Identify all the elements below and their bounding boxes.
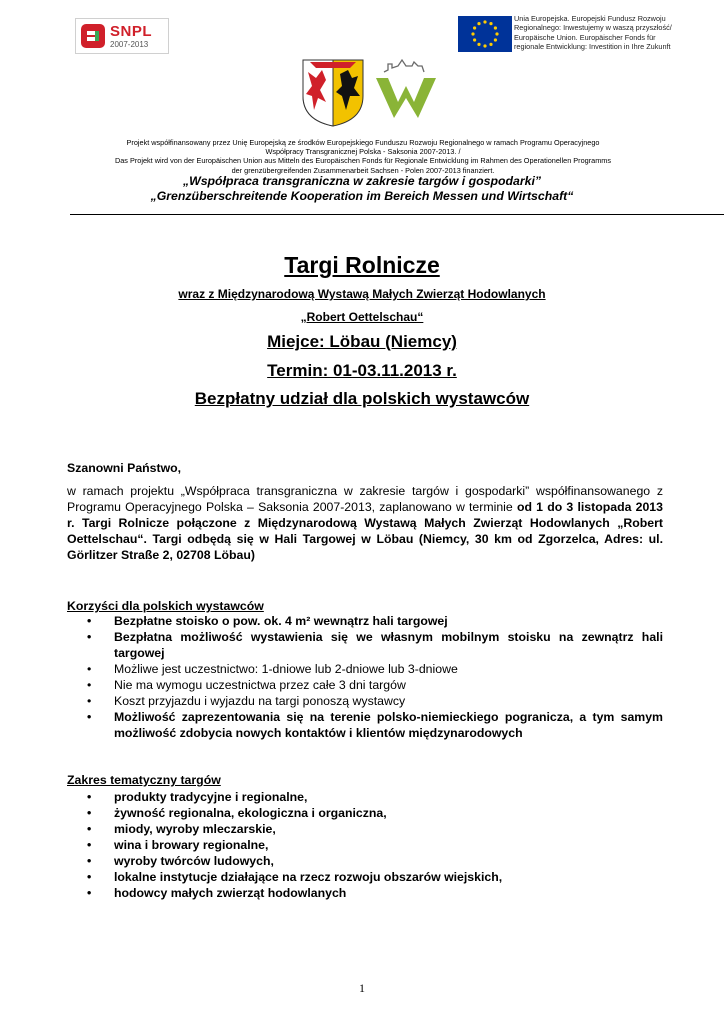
list-item-text: wina i browary regionalne, [114,838,269,852]
funding-line: Das Projekt wird von der Europäischen Union aus Mitteln des Europäischen Fonds für Regionale Entwicklung im Rahmen des Operationellen Programms [114,156,612,166]
list-item [67,789,663,805]
page-number: 1 [359,981,365,995]
list-item [67,613,663,629]
bullet-icon: • [87,822,92,836]
list-item [67,709,663,741]
intro-paragraph [67,483,663,563]
bullet-icon: • [87,678,92,692]
list-item-text: Możliwość zaprezentowania się na terenie polsko-niemieckiego pogranicza, a tym samym możliwość zdobycia nowych kontaktów i klientów międzynarodowych [114,710,663,740]
list-item-text: produkty tradycyjne i regionalne, [114,790,308,804]
scope-list [67,789,663,901]
bullet-icon: • [87,790,92,804]
bullet-icon: • [87,710,92,724]
w-region-logo-icon [374,58,438,122]
list-item [67,869,663,885]
event-subtitle: wraz z Międzynarodową Wystawą Małych Zwierząt Hodowlanych [178,287,546,301]
lower-silesia-crest-icon [300,58,366,128]
list-item [67,837,663,853]
list-item-text: miody, wyroby mleczarskie, [114,822,276,836]
scope-heading: Zakres tematyczny targów [67,773,221,787]
intro-text-bold: od 1 do 3 listopada 2013 r. Targi Rolnicze połączone z Międzynarodową Wystawą Małych Zwierząt Hodowlanych „Robert Oettelschau“. Targi odbędą się w Hali Targowej w Löbau (Niemcy, 30 km od Zgorzelca, Adres: ul. Görlitzer Straße 2, 02708 Löbau) [67,500,663,562]
snpl-logo [75,18,169,54]
list-item [67,677,663,693]
list-item-text: Możliwe jest uczestnictwo: 1-dniowe lub 2-dniowe lub 3-dniowe [114,662,458,676]
list-item-text: Bezpłatne stoisko o pow. ok. 4 m² wewnątrz hali targowej [114,614,448,628]
list-item-text: żywność regionalna, ekologiczna i organiczna, [114,806,387,820]
eu-text-line: regionale Entwicklung: Investition in Ihre Zukunft [514,41,671,51]
list-item-text: wyroby twórców ludowych, [114,854,274,868]
list-item [67,853,663,869]
funding-line: der grenzübergreifenden Zusammenarbeit Sachsen - Polen 2007-2013 finanziert. [231,165,495,175]
funding-line: Współpracy Transgranicznej Polska - Saksonia 2007-2013. / [265,147,461,157]
intro-text: w ramach projektu „Współpraca transgraniczna w zakresie targów i gospodarki” współfinansowanego z Programu Operacyjnego Polska – Saksonia 2007-2013, zaplanowano w terminie [67,484,663,514]
list-item-text: Bezpłatna możliwość wystawienia się we własnym mobilnym stoisku na zewnątrz hali targowej [114,630,663,660]
bullet-icon: • [87,886,92,900]
benefits-list [67,613,663,741]
eu-flag-icon [458,16,512,52]
greeting: Szanowni Państwo, [67,461,182,475]
eu-text-line: Regionalnego: Inwestujemy w waszą przyszłość/ [514,23,672,33]
event-date: Termin: 01-03.11.2013 r. [267,361,457,380]
header-divider [70,214,724,215]
list-item-text: Koszt przyjazdu i wyjazdu na targi ponoszą wystawcy [114,694,406,708]
list-item [67,629,663,661]
event-location: Miejce: Löbau (Niemcy) [267,332,457,351]
snpl-name: SNPL [110,22,153,40]
eu-logo-text [514,14,672,51]
bullet-icon: • [87,630,92,644]
project-title-de: „Grenzüberschreitende Kooperation im Bereich Messen und Wirtschaft“ [150,189,574,203]
eu-logo [458,14,686,54]
bullet-icon: • [87,854,92,868]
event-free-participation: Bezpłatny udział dla polskich wystawców [194,389,530,408]
list-item-text: lokalne instytucje działające na rzecz rozwoju obszarów wiejskich, [114,870,503,884]
bullet-icon: • [87,614,92,628]
eu-text-line: Unia Europejska. Europejski Fundusz Rozwoju [514,14,666,23]
list-item [67,661,663,677]
snpl-mark-icon [80,23,106,49]
list-item-text: Nie ma wymogu uczestnictwa przez całe 3 dni targów [114,678,406,692]
bullet-icon: • [87,662,92,676]
list-item-text: hodowcy małych zwierząt hodowlanych [114,886,347,900]
bullet-icon: • [87,870,92,884]
list-item [67,885,663,901]
event-title: Targi Rolnicze [284,252,440,278]
benefits-heading: Korzyści dla polskich wystawców [67,599,264,613]
list-item [67,805,663,821]
funding-notice [40,138,686,175]
bullet-icon: • [87,694,92,708]
bullet-icon: • [87,838,92,852]
bullet-icon: • [87,806,92,820]
snpl-years: 2007-2013 [110,39,149,49]
project-title-pl: „Współpraca transgraniczna w zakresie targów i gospodarki” [182,174,542,188]
funding-line: Projekt współfinansowany przez Unię Europejską ze środków Europejskiego Funduszu Rozwoju Regionalnego w ramach Programu Operacyjnego [126,138,600,147]
list-item [67,693,663,709]
list-item [67,821,663,837]
event-subtitle-name: „Robert Oettelschau“ [300,310,424,324]
eu-text-line: Europäische Union. Europäischer Fonds für [514,32,656,42]
